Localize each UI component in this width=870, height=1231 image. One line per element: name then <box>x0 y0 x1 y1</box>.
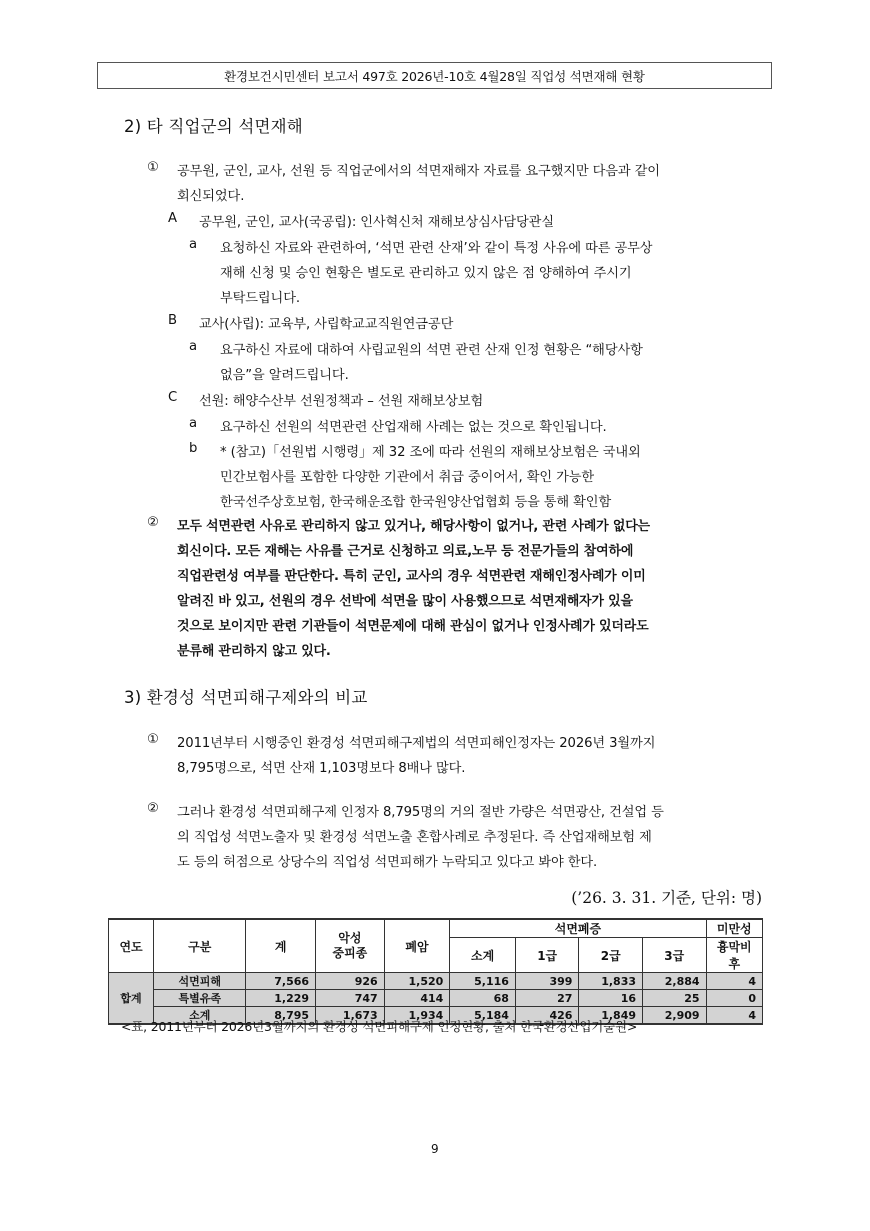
asbestos-relief-table <box>108 918 763 1025</box>
sub-a-a-marker: a <box>189 237 197 252</box>
header-pleural-1: 미만성 <box>706 919 762 938</box>
sub-c-b-line-2: 민간보험사를 포함한 다양한 기관에서 취급 중이어서, 확인 가능한 <box>220 470 594 485</box>
section-2-item-1-line-2: 회신되었다. <box>177 189 245 204</box>
section-3-item-2-line-2: 의 직업성 석면노출자 및 환경성 석면노출 혼합사례로 추정된다. 즉 산업재해보험 제 <box>177 830 652 845</box>
sub-b-a-line-2: 없음”을 알려드립니다. <box>220 368 349 383</box>
section-2-item-2-line-4: 알려진 바 있고, 선원의 경우 선박에 석면을 많이 사용했으므로 석면재해자가 있을 <box>177 594 633 609</box>
grade-2-cell: 1,849 <box>579 1007 643 1025</box>
header-total: 계 <box>246 919 316 973</box>
section-2-item-2-line-6: 분류해 관리하지 않고 있다. <box>177 644 331 659</box>
sub-b-a-line-1: 요구하신 자료에 대하여 사립교원의 석면 관련 산재 인정 현황은 “해당사항 <box>220 343 643 358</box>
section-3-item-1-line-2: 8,795명으로, 석면 산재 1,103명보다 8배나 많다. <box>177 761 466 776</box>
meso-cell: 926 <box>316 973 385 990</box>
section-2-item-2-marker: ② <box>147 515 159 530</box>
header-mesothelioma-line-1: 악성 <box>338 931 362 945</box>
table-note: (’26. 3. 31. 기준, 단위: 명) <box>571 889 762 907</box>
section-3-item-1-marker: ① <box>147 732 159 747</box>
sub-c-b-line-3: 한국선주상호보험, 한국해운조합 한국원양산업협회 등을 통해 확인함 <box>220 495 612 510</box>
sub-a-a-line-2: 재해 신청 및 승인 현황은 별도로 관리하고 있지 않은 점 양해하여 주시기 <box>220 266 632 281</box>
meso-cell: 1,673 <box>316 1007 385 1025</box>
grade-1-cell: 399 <box>515 973 579 990</box>
sub-b-marker: B <box>168 313 177 328</box>
header-mesothelioma-line-2: 중피종 <box>332 946 368 960</box>
total-cell: 1,229 <box>246 990 316 1007</box>
section-3-heading: 3) 환경성 석면피해구제와의 비교 <box>124 688 368 707</box>
section-3-item-2-line-3: 도 등의 허점으로 상당수의 직업성 석면피해가 누락되고 있다고 봐야 한다. <box>177 855 598 870</box>
pleural-cell: 4 <box>706 973 762 990</box>
sub-b-label: 교사(사립): 교육부, 사립학교교직원연금공단 <box>199 317 454 332</box>
section-2-item-1-marker: ① <box>147 160 159 175</box>
lung-cell: 1,934 <box>384 1007 450 1025</box>
grade-2-cell: 16 <box>579 990 643 1007</box>
header-year: 연도 <box>109 919 154 973</box>
header-category: 구분 <box>154 919 246 973</box>
page-number: 9 <box>431 1142 439 1156</box>
header-lung-cancer: 폐암 <box>384 919 450 973</box>
section-2-item-2-line-2: 회신이다. 모든 재해는 사유를 근거로 신청하고 의료,노무 등 전문가들의 참여하에 <box>177 544 634 559</box>
year-cell: 합계 <box>109 973 154 1025</box>
lung-cell: 1,520 <box>384 973 450 990</box>
sub-a-marker: A <box>168 211 177 226</box>
header-grade-1: 1급 <box>515 938 579 973</box>
section-2-item-2-line-5: 것으로 보이지만 관련 기관들이 석면문제에 대해 관심이 없거나 인정사례가 있더라도 <box>177 619 649 634</box>
lung-cell: 414 <box>384 990 450 1007</box>
report-header <box>97 62 772 89</box>
category-cell: 석면피해 <box>154 973 246 990</box>
grade-1-cell: 426 <box>515 1007 579 1025</box>
section-2-item-2-line-1: 모두 석면관련 사유로 관리하지 않고 있거나, 해당사항이 없거나, 관련 사례가 없다는 <box>177 519 650 534</box>
pleural-cell: 4 <box>706 1007 762 1025</box>
sub-c-marker: C <box>168 390 178 405</box>
header-grade-2: 2급 <box>579 938 643 973</box>
sub-a-a-line-1: 요청하신 자료와 관련하여, ‘석면 관련 산재’와 같이 특정 사유에 따른 공무상 <box>220 241 653 256</box>
table-caption: <표, 2011년부터 2026년3월까지의 환경성 석면피해구제 인정현황, 출처 한국환경산업기술원> <box>121 1019 638 1034</box>
sub-b-a-marker: a <box>189 339 197 354</box>
header-mesothelioma <box>316 919 385 973</box>
sub-a-a-line-3: 부탁드립니다. <box>220 291 300 306</box>
pleural-cell: 0 <box>706 990 762 1007</box>
category-cell: 특별유족 <box>154 990 246 1007</box>
sub-c-label: 선원: 해양수산부 선원정책과 – 선원 재해보상보험 <box>199 394 484 409</box>
asbestosis-sub-cell: 68 <box>450 990 516 1007</box>
meso-cell: 747 <box>316 990 385 1007</box>
header-pleural-2: 흉막비후 <box>706 938 762 973</box>
grade-3-cell: 2,909 <box>643 1007 707 1025</box>
total-cell: 7,566 <box>246 973 316 990</box>
grade-2-cell: 1,833 <box>579 973 643 990</box>
asbestosis-sub-cell: 5,184 <box>450 1007 516 1025</box>
category-cell: 소계 <box>154 1007 246 1025</box>
header-grade-3: 3급 <box>643 938 707 973</box>
report-header-title: 환경보건시민센터 보고서 497호 2026년-10호 4월28일 직업성 석면재해 현황 <box>224 68 645 84</box>
sub-c-b-marker: b <box>189 441 198 456</box>
grade-1-cell: 27 <box>515 990 579 1007</box>
table-header-row-1 <box>109 919 763 938</box>
grade-3-cell: 2,884 <box>643 973 707 990</box>
asbestosis-sub-cell: 5,116 <box>450 973 516 990</box>
grade-3-cell: 25 <box>643 990 707 1007</box>
section-2-heading: 2) 타 직업군의 석면재해 <box>124 117 303 136</box>
sub-a-label: 공무원, 군인, 교사(국공립): 인사혁신처 재해보상심사담당관실 <box>199 215 554 230</box>
sub-c-a-line-1: 요구하신 선원의 석면관련 산업재해 사례는 없는 것으로 확인됩니다. <box>220 420 607 435</box>
sub-c-a-marker: a <box>189 416 197 431</box>
header-asbestosis: 석면폐증 <box>450 919 706 938</box>
header-asbestosis-subtotal: 소계 <box>450 938 516 973</box>
section-3-item-2-marker: ② <box>147 801 159 816</box>
sub-c-b-line-1: * (참고)「선원법 시행령」제 32 조에 따라 선원의 재해보상보험은 국내외 <box>220 445 641 460</box>
section-3-item-2-line-1: 그러나 환경성 석면피해구제 인정자 8,795명의 거의 절반 가량은 석면광산, 건설업 등 <box>177 805 664 820</box>
table-row <box>109 973 763 990</box>
section-2-item-2-line-3: 직업관련성 여부를 판단한다. 특히 군인, 교사의 경우 석면관련 재해인정사례가 이미 <box>177 569 646 584</box>
total-cell: 8,795 <box>246 1007 316 1025</box>
section-2-item-1-line-1: 공무원, 군인, 교사, 선원 등 직업군에서의 석면재해자 자료를 요구했지만 다음과 같이 <box>177 164 660 179</box>
section-3-item-1-line-1: 2011년부터 시행중인 환경성 석면피해구제법의 석면피해인정자는 2026년 3월까지 <box>177 736 656 751</box>
table-row <box>109 990 763 1007</box>
